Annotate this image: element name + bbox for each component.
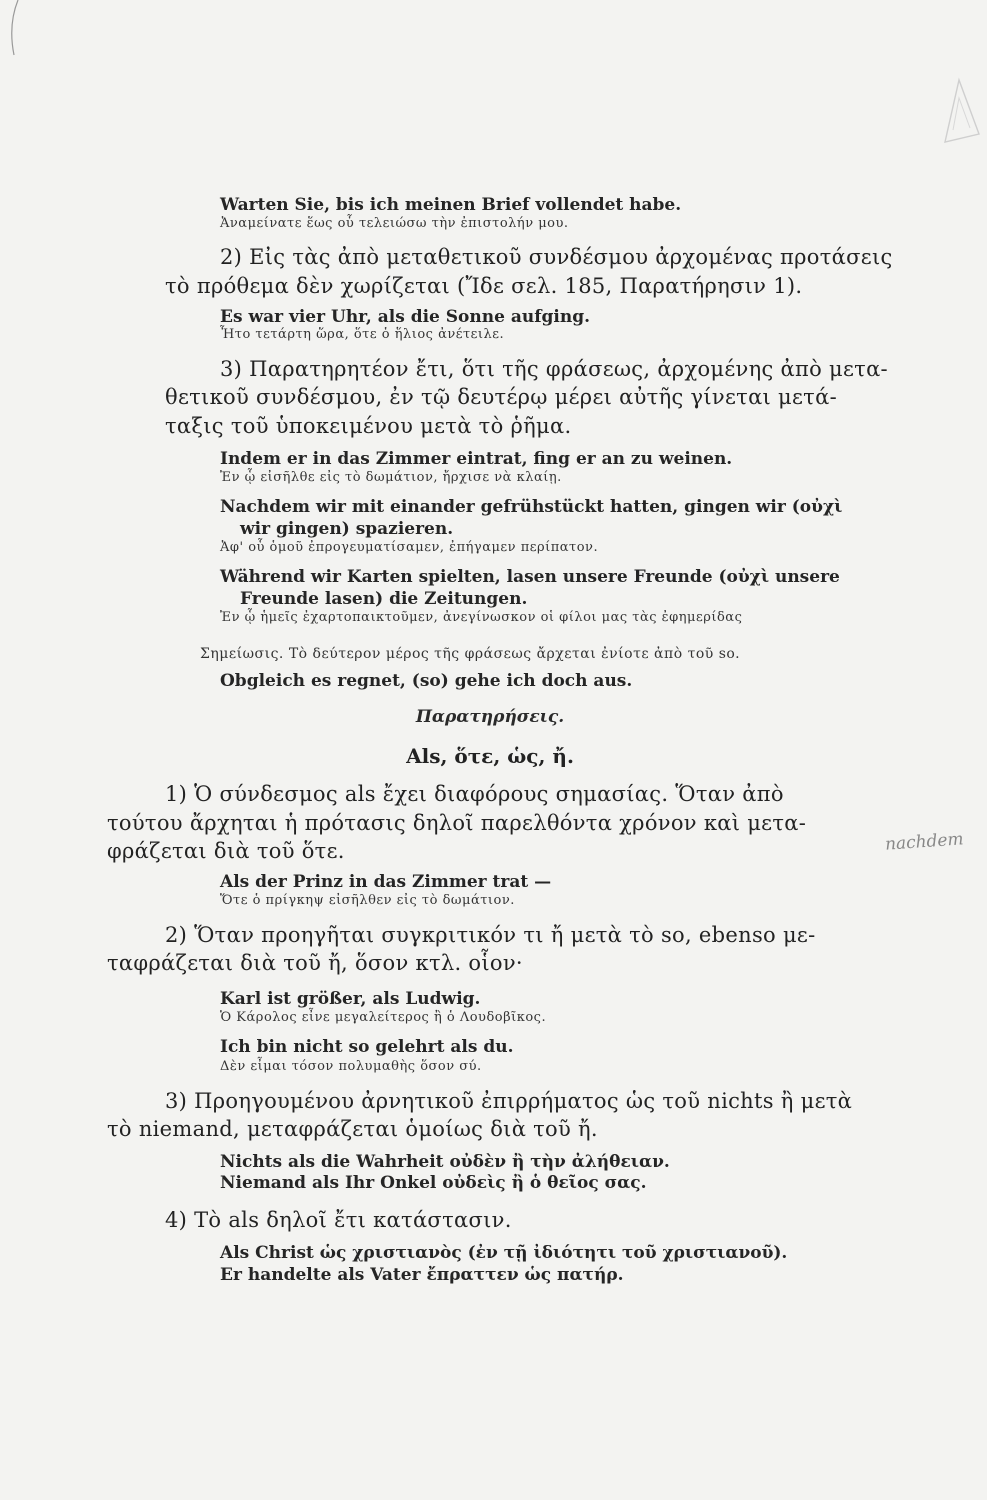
text-line: φράζεται διὰ τοῦ ὅτε.: [107, 838, 345, 863]
text-line: Niemand als Ihr Onkel οὐδεὶς ἢ ὁ θεῖος σας.: [220, 1173, 647, 1194]
text-line: Ἀφ' οὗ ὁμοῦ ἐπρογευματίσαμεν, ἐπήγαμεν περίπατον.: [220, 540, 599, 556]
text-line: τὸ niemand, μεταφράζεται ὁμοίως διὰ τοῦ ἤ.: [107, 1116, 598, 1141]
text-line: 3) Παρατηρητέον ἔτι, ὅτι τῆς φράσεως, ἀρχομένης ἀπὸ μετα-: [220, 357, 888, 382]
text-line: Freunde lasen) die Zeitungen.: [240, 588, 528, 609]
text-line: Als der Prinz in das Zimmer trat —: [220, 871, 552, 892]
text-line: Nichts als die Wahrheit οὐδὲν ἢ τὴν ἀλήθειαν.: [220, 1151, 670, 1172]
page-text: [107, 195, 893, 1285]
text-line: Indem er in das Zimmer eintrat, fing er an zu weinen.: [220, 448, 733, 469]
text-line: ταξις τοῦ ὑποκειμένου μετὰ τὸ ῥῆμα.: [165, 413, 572, 438]
text-line: 3) Προηγουμένου ἀρνητικοῦ ἐπιρρήματος ὡς τοῦ nichts ἢ μετὰ: [165, 1088, 853, 1113]
section-heading: Παρατηρήσεις.: [415, 706, 565, 727]
text-line: ταφράζεται διὰ τοῦ ἤ, ὅσον κτλ. οἷον·: [107, 951, 523, 976]
margin-handwritten-note: nachdem: [884, 829, 965, 855]
text-line: Ἀναμείνατε ἕως οὗ τελειώσω τὴν ἐπιστολήν μου.: [220, 215, 569, 231]
text-line: Ἦτο τετάρτη ὥρα, ὅτε ὁ ἥλιος ἀνέτειλε.: [220, 327, 505, 343]
text-line: Er handelte als Vater ἔπραττεν ὡς πατήρ.: [220, 1264, 624, 1285]
text-line: Ἐν ᾧ εἰσῆλθε εἰς τὸ δωμάτιον, ἤρχισε νὰ κλαίῃ.: [220, 470, 562, 486]
corner-mark: [0, 0, 40, 60]
note-line: Σημείωσις. Τὸ δεύτερον μέρος τῆς φράσεως ἄρχεται ἐνίοτε ἀπὸ τοῦ so.: [200, 646, 741, 663]
text-line: Während wir Karten spielten, lasen unsere Freunde (οὐχὶ unsere: [220, 567, 840, 588]
text-line: Als Christ ὡς χριστιανὸς (ἐν τῇ ἰδιότητι τοῦ χριστιανοῦ).: [220, 1243, 788, 1264]
text-line: 1) Ὁ σύνδεσμος als ἔχει διαφόρους σημασίας. Ὅταν ἀπὸ: [165, 782, 784, 807]
text-line: Ἐν ᾧ ἡμεῖς ἐχαρτοπαικτοῦμεν, ἀνεγίνωσκον οἱ φίλοι μας τὰς ἐφημερίδας: [220, 610, 743, 626]
text-line: 2) Εἰς τὰς ἀπὸ μεταθετικοῦ συνδέσμου ἀρχομένας προτάσεις: [220, 245, 893, 270]
text-line: Ὁ Κάρολος εἶνε μεγαλείτερος ἢ ὁ Λουδοβῖκος.: [220, 1010, 547, 1026]
text-line: Δὲν εἶμαι τόσον πολυμαθὴς ὅσον σύ.: [220, 1058, 482, 1074]
faint-triangle-mark: [925, 70, 985, 150]
text-line: Karl ist größer, als Ludwig.: [220, 988, 481, 1009]
text-line: θετικοῦ συνδέσμου, ἐν τῷ δευτέρῳ μέρει αὐτῆς γίνεται μετά-: [165, 385, 837, 410]
text-line: Ich bin nicht so gelehrt als du.: [220, 1037, 514, 1058]
subsection-heading: Als, ὅτε, ὡς, ἤ.: [406, 744, 574, 769]
text-line: wir gingen) spazieren.: [240, 518, 454, 539]
text-line: Warten Sie, bis ich meinen Brief vollendet habe.: [220, 195, 682, 215]
text-line: Es war vier Uhr, als die Sonne aufging.: [220, 306, 591, 327]
text-line: τὸ πρόθεμα δὲν χωρίζεται (Ἴδε σελ. 185, Παρατήρησιν 1).: [165, 273, 803, 298]
text-line: Ὅτε ὁ πρίγκηψ εἰσῆλθεν εἰς τὸ δωμάτιον.: [220, 893, 515, 909]
text-line: Obgleich es regnet, (so) gehe ich doch aus.: [220, 671, 633, 692]
text-line: 2) Ὅταν προηγῆται συγκριτικόν τι ἤ μετὰ τὸ so, ebenso με-: [165, 923, 816, 948]
text-line: τούτου ἄρχηται ἡ πρότασις δηλοῖ παρελθόντα χρόνον καὶ μετα-: [107, 810, 807, 835]
text-line: 4) Τὸ als δηλοῖ ἔτι κατάστασιν.: [165, 1207, 512, 1232]
text-line: Nachdem wir mit einander gefrühstückt hatten, gingen wir (οὐχὶ: [220, 497, 843, 518]
